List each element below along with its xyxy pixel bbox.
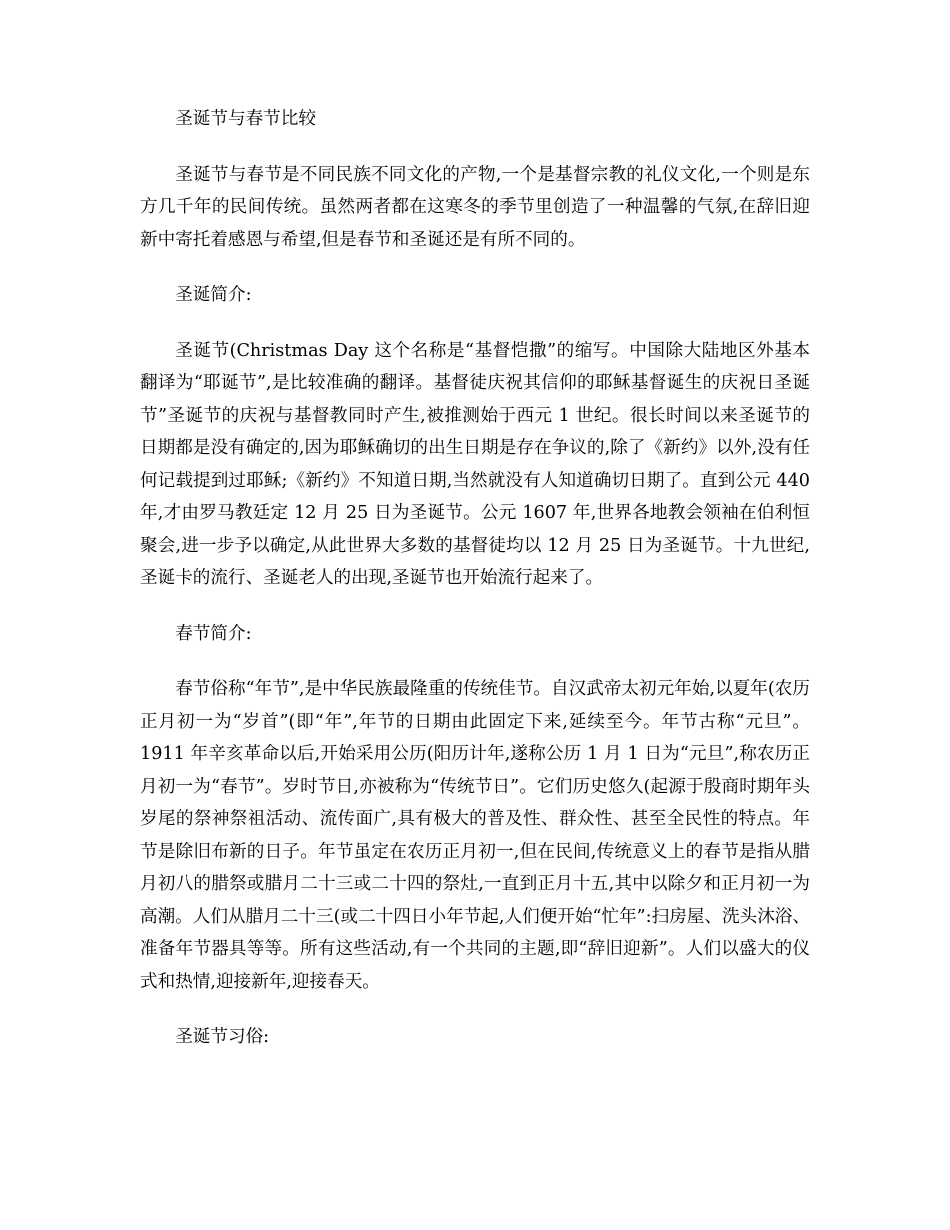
intro-paragraph: 圣诞节与春节是不同民族不同文化的产物,一个是基督宗教的礼仪文化,一个则是东方几千年的民间传统。虽然两者都在这寒冬的季节里创造了一种温馨的气氛,在辞旧迎新中寄托着感恩与希望,但是春节和圣诞还是有所不同的。: [140, 164, 810, 250]
christmas-customs-heading: 圣诞节习俗:: [175, 1027, 270, 1047]
christmas-paragraph: 圣诞节(Christmas Day 这个名称是“基督恺撒”的缩写。中国除大陆地区外基本翻译为“耶诞节”,是比较准确的翻译。基督徒庆祝其信仰的耶稣基督诞生的庆祝日圣诞节”圣诞节的庆祝与基督教同时产生,被推测始于西元 1 世纪。很长时间以来圣诞节的日期都是没有确定的,因为耶稣确切的出生日期是存在争议的,除了《新约》以外,没有任何记载提到过耶稣;《新约》不知道日期,当然就没有人知道确切日期了。直到公元 440 年,才由罗马教廷定 12 月 25 日为圣诞节。公元 1607 年,世界各地教会领袖在伯利恒聚会,进一步予以确定,从此世界大多数的基督徒均以 12 月 25 日为圣诞节。十九世纪,圣诞卡的流行、圣诞老人的出现,圣诞节也开始流行起来了。: [140, 340, 810, 588]
document-page: [140, 103, 810, 1077]
spring-festival-paragraph: 春节俗称“年节”,是中华民族最隆重的传统佳节。自汉武帝太初元年始,以夏年(农历正月初一为“岁首”(即“年”,年节的日期由此固定下来,延续至今。年节古称“元旦”。1911 年辛亥革命以后,开始采用公历(阳历计年,遂称公历 1 月 1 日为“元旦”,称农历正月初一为“春节”。岁时节日,亦被称为“传统节日”。它们历史悠久(起源于殷商时期年头岁尾的祭神祭祖活动、流传面广,具有极大的普及性、群众性、甚至全民性的特点。年节是除旧布新的日子。年节虽定在农历正月初一,但在民间,传统意义上的春节是指从腊月初八的腊祭或腊月二十三或二十四的祭灶,一直到正月十五,其中以除夕和正月初一为高潮。人们从腊月二十三(或二十四日小年节起,人们便开始“忙年”:扫房屋、洗头沐浴、准备年节器具等等。所有这些活动,有一个共同的主题,即“辞旧迎新”。人们以盛大的仪式和热情,迎接新年,迎接春天。: [140, 679, 810, 992]
christmas-heading: 圣诞简介:: [175, 285, 252, 305]
document-title: 圣诞节与春节比较: [175, 109, 316, 129]
spring-festival-heading: 春节简介:: [175, 623, 252, 644]
